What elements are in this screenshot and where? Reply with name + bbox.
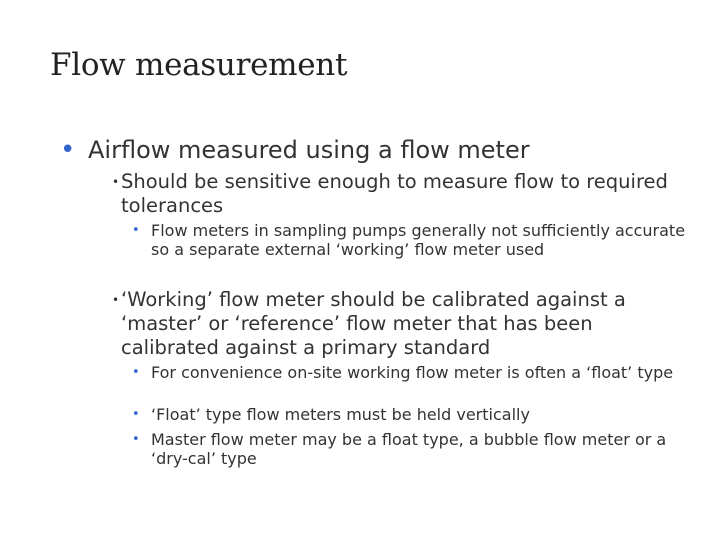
main-bullet-text: Airflow measured using a flow meter bbox=[88, 136, 530, 164]
bullet-icon: • bbox=[132, 407, 140, 422]
detail-bullet-2-1 bbox=[132, 363, 691, 382]
sub-bullet-text: Should be sensitive enough to measure flow to required tolerances bbox=[121, 170, 668, 217]
bullet-icon: • bbox=[132, 223, 140, 238]
bullet-icon: • bbox=[112, 293, 120, 307]
slide-title: Flow measurement bbox=[50, 47, 348, 83]
bullet-icon: • bbox=[60, 135, 76, 165]
detail-bullet-2-2 bbox=[132, 405, 691, 424]
detail-bullet-1-1 bbox=[132, 221, 691, 259]
detail-bullet-2-3 bbox=[132, 430, 691, 468]
detail-bullet-text: Master flow meter may be a float type, a bubble flow meter or a ‘dry-cal’ type bbox=[151, 430, 667, 468]
detail-bullet-text: Flow meters in sampling pumps generally not sufficiently accurate so a separate external ‘working’ flow meter used bbox=[151, 221, 686, 259]
sub-bullet-text: ‘Working’ flow meter should be calibrated against a ‘master’ or ‘reference’ flow meter that has been calibrated against a primary standard bbox=[121, 288, 626, 359]
bullet-icon: • bbox=[132, 365, 140, 380]
detail-bullet-text: ‘Float’ type flow meters must be held vertically bbox=[151, 405, 530, 424]
sub-bullet-2 bbox=[112, 288, 681, 360]
sub-bullet-1 bbox=[112, 170, 681, 218]
bullet-icon: • bbox=[112, 175, 120, 189]
detail-bullet-text: For convenience on-site working flow meter is often a ‘float’ type bbox=[151, 363, 674, 382]
main-bullet bbox=[60, 135, 530, 165]
bullet-icon: • bbox=[132, 432, 140, 447]
